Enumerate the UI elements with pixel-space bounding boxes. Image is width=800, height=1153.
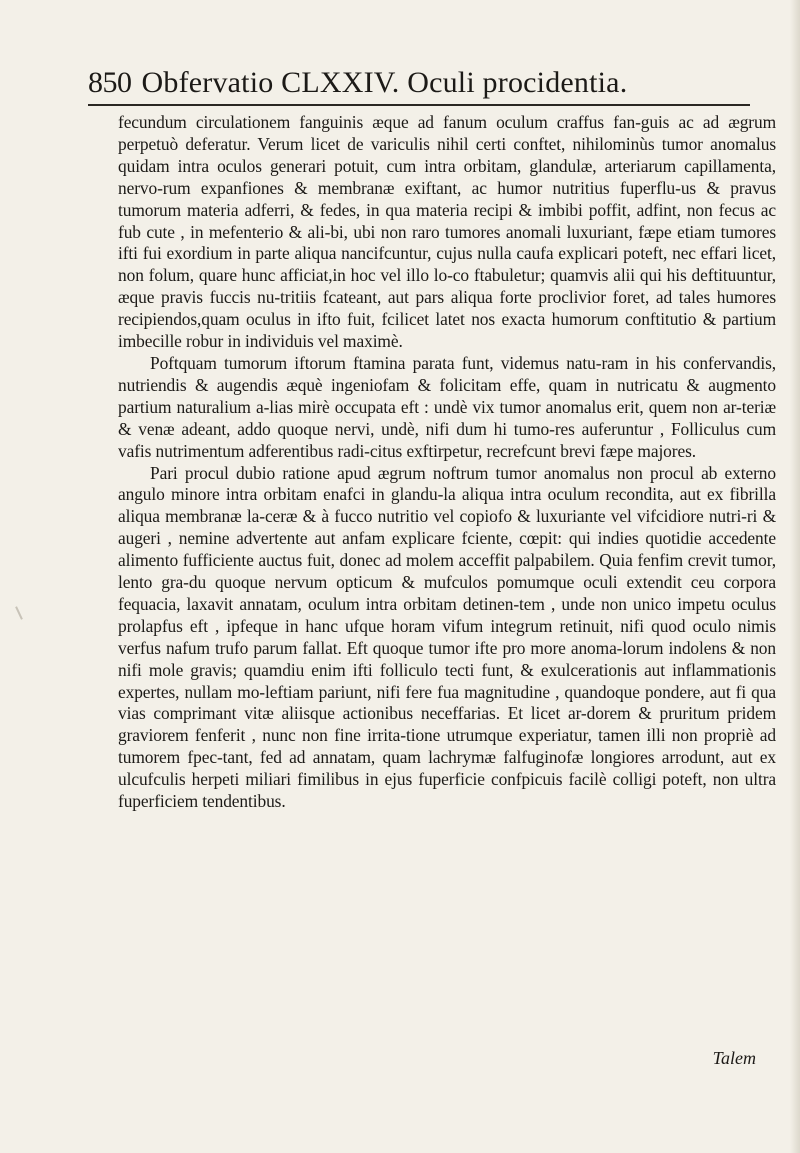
running-title: Obfervatio CLXXIV. Oculi procidentia. (141, 66, 628, 99)
catchword: Talem (712, 1048, 756, 1068)
paragraph-1: fecundum circulationem fanguinis æque ad fanum oculum craffus fan-guis ac ad ægrum perpetuò deferatur. Verum licet de variculis nihil certi conftet, nihilominùs tumor anomalus quidam intra oculos generari potuit, cum intra orbitam, glandulæ, arteriarum capillamenta, nervo-rum expanfiones & membranæ exiftant, ac humor nutritius fuperflu-us & pravus tumorum materia adferri, & fedes, in qua materia recipi & imbibi poffit, adfint, non fecus ac fub cute , in mefenterio & ali-bi, ubi non raro tumores anomali luxuriant, fæpe etiam tumores ifti fui exordium in parte aliqua nancifcuntur, cujus nulla caufa explicari poteft, nec effari licet, non folum, quare hunc afficiat,in hoc vel illo lo-co ftabuletur; quamvis alii qui his deftituuntur, æque pravis fuccis nu-tritiis fcateant, aut pars aliqua forte proclivior foret, ad tales humores recipiendos,quam oculus in ifto fuit, fcilicet latet nos exacta humorum conftitutio & partium imbecille robur in individuis vel maximè. (118, 112, 776, 352)
paragraph-2: Poftquam tumorum iftorum ftamina parata funt, videmus natu-ram in his confervandis, nutriendis & augendis æquè ingeniofam & folicitam effe, quam in nutricatu & augmento partium naturalium a-lias mirè occupata eft : undè vix tumor anomalus erit, quem non ar-teriæ & venæ adeant, addo quoque nervi, undè, nifi dum hi tumo-res auferuntur , Folliculus cum vafis nutrimentum adferentibus radi-citus exftirpetur, recrefcunt brevi fæpe majores. (118, 352, 776, 461)
body-text (118, 112, 776, 813)
header-rule (88, 104, 750, 106)
paragraph-3: Pari procul dubio ratione apud ægrum noftrum tumor anomalus non procul ab externo angulo minore intra orbitam enafci in glandu-la aliqua intra oculum recondita, aut ex fibrilla aliqua membranæ la-ceræ & à fucco nutritio vel copiofo & luxuriante vel vifcidiore nutri-ri & augeri , nemine advertente aut anfam explicare fciente, cœpit: qui indies quotidie accedente alimento fufficiente auctus fuit, donec ad molem acceffit palpabilem. Quia fenfim crevit tumor, lento gra-du quoque nervum opticum & mufculos pomumque oculi extendit ceu corpora fequacia, laxavit annatam, oculum intra orbitam detinen-tem , unde non unico impetu oculus prolapfus eft , ipfeque in hanc ufque horam vifum integrum retinuit, nifi quod oculo nimis verfus nafum trufo parum fallat. Eft quoque tumor ifte pro more anoma-lorum indolens & non nifi mole gravis; quamdiu enim ifti folliculo tecti funt, & exulcerationis aut inflammationis expertes, nullam mo-leftiam pariunt, nifi fere fua magnitudine , quandoque pondere, aut fi qua vias comprimant vitæ aliisque actionibus neceffarias. Et licet ar-dorem & pruritum pridem graviorem fenferit , nunc non fine irrita-tione utrumque experiatur, tamen illi non propriè ad tumorem fpec-tant, fed ad annatam, quam lachrymæ falfuginofæ longiores arrodunt, aut ex ulcufculis herpeti miliari fimilibus in ejus fuperficie confpicuis facilè colligi poteft, non ultra fuperficiem tendentibus. (118, 462, 776, 812)
page-edge-shadow (790, 0, 800, 1153)
page-number: 850 (88, 66, 132, 99)
margin-mark (15, 606, 23, 620)
